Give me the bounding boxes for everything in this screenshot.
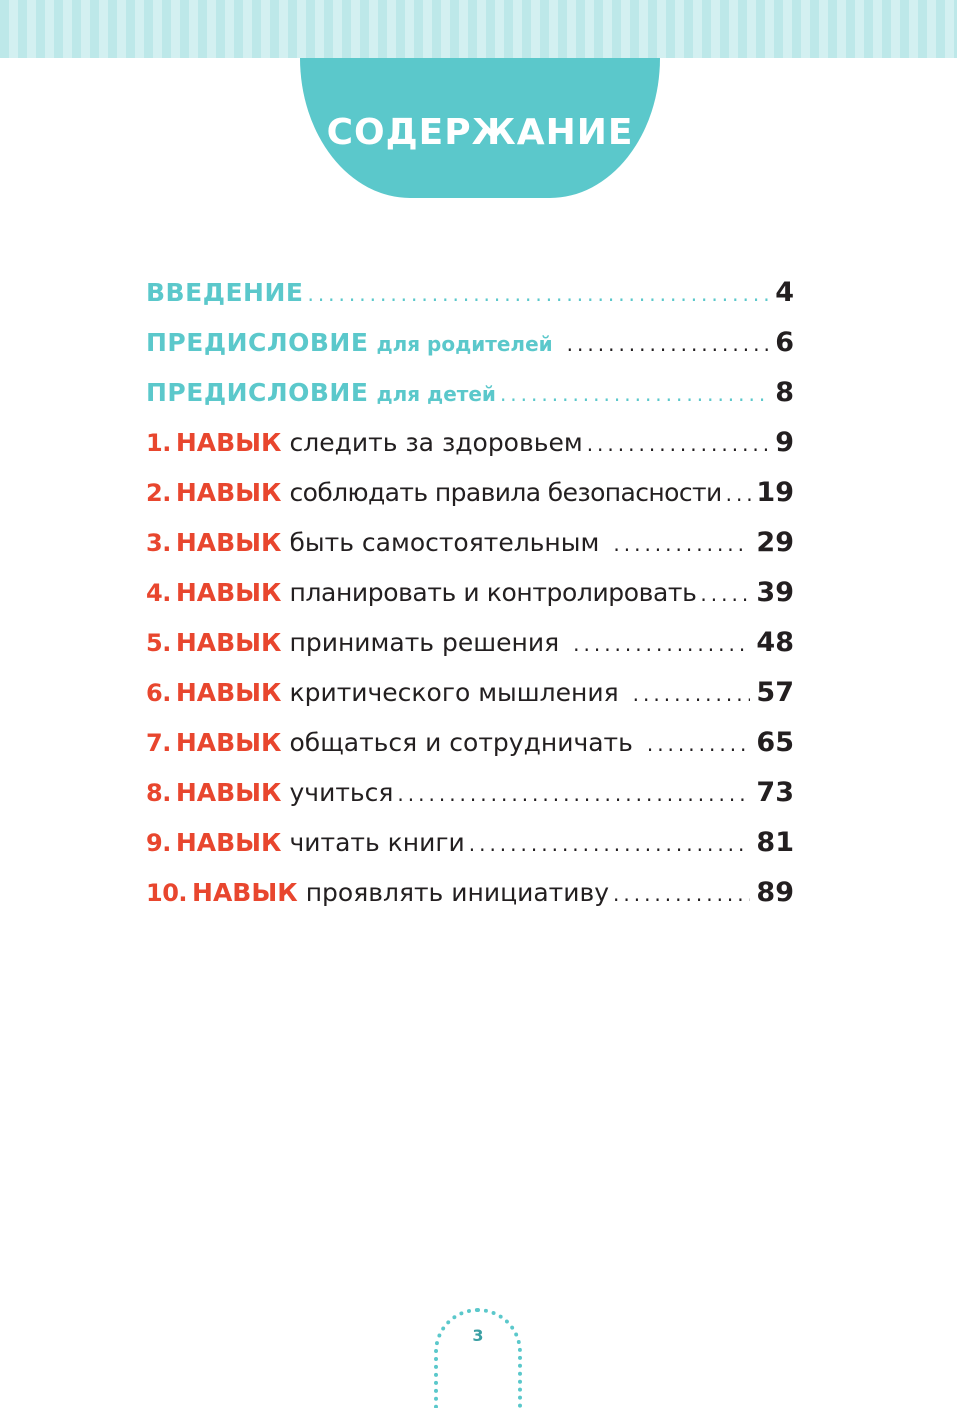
page-number: 57 bbox=[756, 677, 794, 708]
skill-number: 4. bbox=[146, 579, 171, 607]
page-number: 9 bbox=[775, 427, 794, 458]
skill-number: 1. bbox=[146, 429, 171, 457]
page-number: 19 bbox=[756, 477, 794, 508]
page-number: 48 bbox=[756, 627, 794, 658]
skill-label: НАВЫК bbox=[175, 428, 282, 457]
toc-entry-skill-8[interactable] bbox=[146, 768, 794, 818]
skill-description: критического мышления bbox=[289, 678, 619, 707]
skill-number: 3. bbox=[146, 529, 171, 557]
page-number: 8 bbox=[775, 377, 794, 408]
toc-entry-introduction[interactable] bbox=[146, 268, 794, 318]
toc-entry-skill-5[interactable] bbox=[146, 618, 794, 668]
page-title: СОДЕРЖАНИЕ bbox=[326, 111, 634, 153]
skill-number: 8. bbox=[146, 779, 171, 807]
skill-description: принимать решения bbox=[289, 628, 560, 657]
leader-dots bbox=[500, 369, 769, 419]
toc-entry-skill-7[interactable] bbox=[146, 718, 794, 768]
skill-number: 6. bbox=[146, 679, 171, 707]
page-number: 89 bbox=[756, 877, 794, 908]
skill-label: НАВЫК bbox=[175, 828, 282, 857]
page-number: 39 bbox=[756, 577, 794, 608]
skill-number: 5. bbox=[146, 629, 171, 657]
toc-entry-skill-10[interactable] bbox=[146, 868, 794, 918]
section-subtitle: для детей bbox=[376, 382, 496, 406]
skill-description: соблюдать правила безопасности bbox=[289, 478, 722, 507]
page-number: 4 bbox=[775, 277, 794, 308]
toc-entry-foreword-children[interactable] bbox=[146, 368, 794, 418]
section-title: ПРЕДИСЛОВИЕ bbox=[146, 328, 369, 357]
page-number: 73 bbox=[756, 777, 794, 808]
skill-label: НАВЫК bbox=[175, 478, 282, 507]
skill-label: НАВЫК bbox=[175, 578, 282, 607]
page-number: 65 bbox=[756, 727, 794, 758]
skill-number: 7. bbox=[146, 729, 171, 757]
leader-dots bbox=[647, 719, 751, 769]
leader-dots bbox=[567, 319, 770, 369]
leader-dots bbox=[307, 269, 769, 319]
leader-dots bbox=[573, 619, 750, 669]
leader-dots bbox=[700, 569, 750, 619]
page-number: 6 bbox=[775, 327, 794, 358]
skill-label: НАВЫК bbox=[175, 728, 282, 757]
skill-number: 2. bbox=[146, 479, 171, 507]
page-number-arch bbox=[434, 1308, 522, 1408]
skill-label: НАВЫК bbox=[175, 628, 282, 657]
toc-entry-skill-6[interactable] bbox=[146, 668, 794, 718]
toc-entry-foreword-parents[interactable] bbox=[146, 318, 794, 368]
skill-description: быть самостоятельным bbox=[289, 528, 600, 557]
skill-description: общаться и сотрудничать bbox=[289, 728, 633, 757]
toc-entry-skill-1[interactable] bbox=[146, 418, 794, 468]
skill-description: планировать и контролировать bbox=[289, 578, 697, 607]
skill-label: НАВЫК bbox=[175, 678, 282, 707]
top-decorative-stripe bbox=[0, 0, 957, 58]
leader-dots bbox=[587, 419, 770, 469]
skill-label: НАВЫК bbox=[175, 528, 282, 557]
leader-dots bbox=[726, 469, 755, 519]
section-subtitle: для родителей bbox=[376, 332, 553, 356]
leader-dots bbox=[633, 669, 751, 719]
section-title: ПРЕДИСЛОВИЕ bbox=[146, 378, 369, 407]
skill-label: НАВЫК bbox=[175, 778, 282, 807]
page-number: 29 bbox=[756, 527, 794, 558]
table-of-contents bbox=[146, 268, 794, 918]
page-number: 81 bbox=[756, 827, 794, 858]
footer-page-number: 3 bbox=[472, 1326, 484, 1345]
skill-number: 9. bbox=[146, 829, 171, 857]
toc-entry-skill-3[interactable] bbox=[146, 518, 794, 568]
leader-dots bbox=[469, 819, 751, 869]
leader-dots bbox=[613, 519, 750, 569]
toc-entry-skill-4[interactable] bbox=[146, 568, 794, 618]
skill-description: проявлять инициативу bbox=[305, 878, 609, 907]
toc-entry-skill-9[interactable] bbox=[146, 818, 794, 868]
toc-entry-skill-2[interactable] bbox=[146, 468, 794, 518]
section-title: ВВЕДЕНИЕ bbox=[146, 278, 304, 307]
skill-description: учиться bbox=[289, 778, 394, 807]
skill-number: 10. bbox=[146, 879, 188, 907]
skill-description: следить за здоровьем bbox=[289, 428, 583, 457]
skill-label: НАВЫК bbox=[192, 878, 298, 907]
skill-description: читать книги bbox=[289, 828, 465, 857]
leader-dots bbox=[397, 769, 750, 819]
leader-dots bbox=[613, 869, 750, 919]
title-tab bbox=[300, 58, 660, 198]
